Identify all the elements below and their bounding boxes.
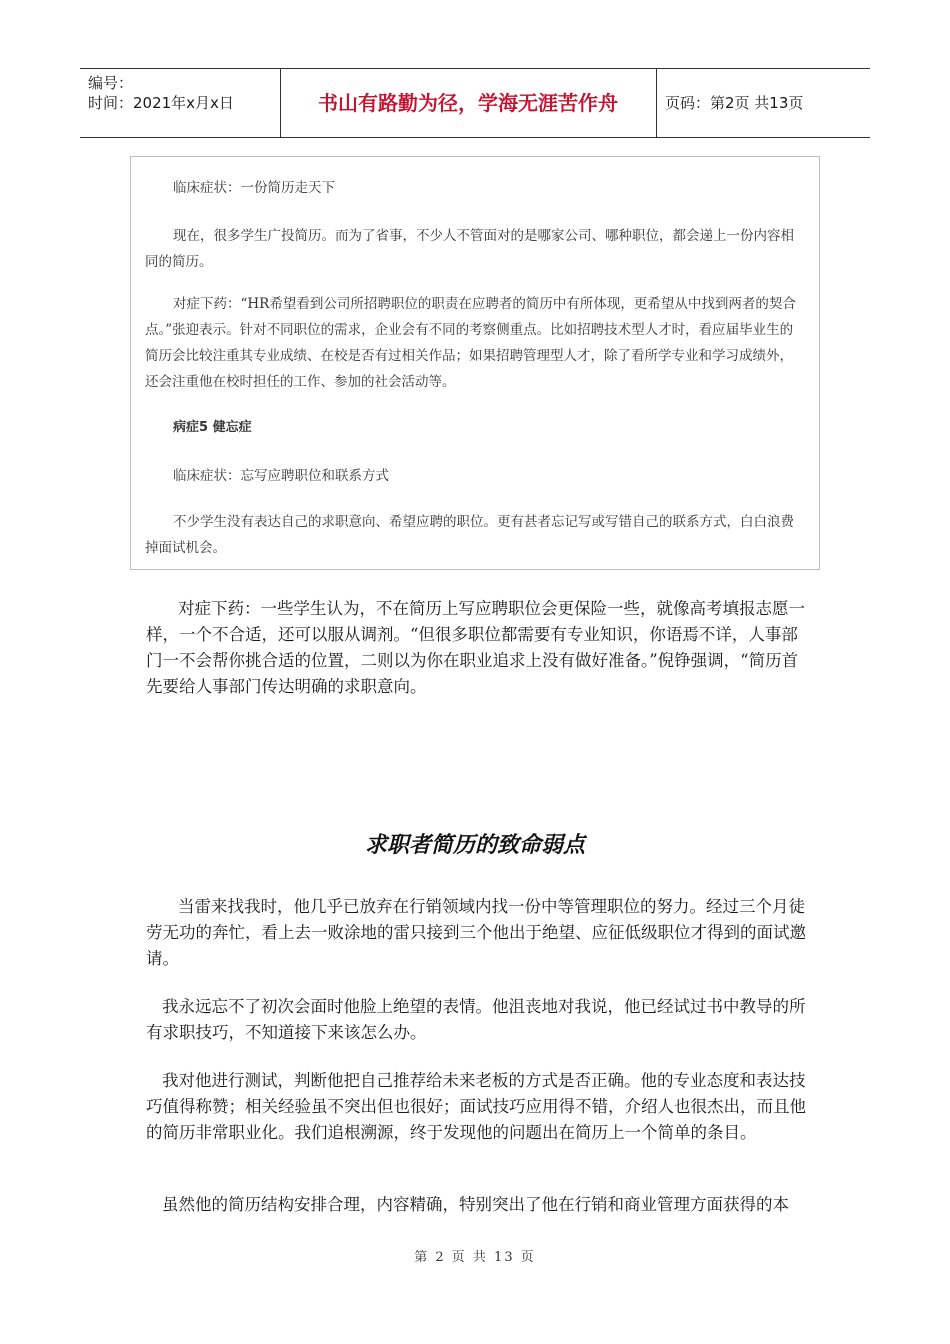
box-description: 不少学生没有表达自己的求职意向、希望应聘的职位。更有甚者忘记写或写错自己的联系方式，白白浪费掉面试机会。 <box>145 514 794 556</box>
quote-box <box>130 156 820 570</box>
number-label: 编号： <box>88 74 134 92</box>
box-symptom: 临床症状：一份简历走天下 <box>173 180 335 196</box>
header-table <box>80 68 870 138</box>
date-label: 时间：2021年x月x日 <box>88 94 234 112</box>
box-case-title: 病症5 健忘症 <box>173 420 252 435</box>
paragraph-1: 当雷来找我时，他几乎已放弃在行销领域内找一份中等管理职位的努力。经过三个月徒劳无功的奔忙，看上去一败涂地的雷只接到三个他出于绝望、应征低级职位才得到的面试邀请。 <box>146 897 806 968</box>
paragraph-3: 我对他进行测试，判断他把自己推荐给未来老板的方式是否正确。他的专业态度和表达技巧值得称赞；相关经验虽不突出但也很好；面试技巧应用得不错，介绍人也很杰出，而且他的简历非常职业化。我们追根溯源，终于发现他的问题出在简历上一个简单的条目。 <box>146 1071 806 1142</box>
paragraph-4: 虽然他的简历结构安排合理，内容精确，特别突出了他在行销和商业管理方面获得的本 <box>162 1195 789 1214</box>
remedy-paragraph: 对症下药：一些学生认为，不在简历上写应聘职位会更保险一些，就像高考填报志愿一样，一个不合适，还可以服从调剂。“但很多职位都需要有专业知识，你语焉不详，人事部门一不会帮你挑合适的位置，二则以为你在职业追求上没有做好准备。”倪铮强调，“简历首先要给人事部门传达明确的求职意向。 <box>146 599 805 696</box>
header-meta-cell <box>80 69 281 137</box>
box-symptom-2: 临床症状：忘写应聘职位和联系方式 <box>173 468 389 484</box>
box-now: 现在，很多学生广投简历。而为了省事，不少人不管面对的是哪家公司、哪种职位，都会递上一份内容相同的简历。 <box>145 228 794 270</box>
page-info: 页码：第2页 共13页 <box>665 94 804 112</box>
page-footer: 第 2 页 共 13 页 <box>414 1250 536 1265</box>
section-title: 求职者简历的致命弱点 <box>364 832 585 858</box>
paragraph-2: 我永远忘不了初次会面时他脸上绝望的表情。他沮丧地对我说，他已经试过书中教导的所有求职技巧，不知道接下来该怎么办。 <box>146 997 806 1042</box>
box-remedy: 对症下药：“HR希望看到公司所招聘职位的职责在应聘者的简历中有所体现，更希望从中找到两者的契合点。”张迎表示。针对不同职位的需求，企业会有不同的考察侧重点。比如招聘技术型人才时，看应届毕业生的简历会比较注重其专业成绩、在校是否有过相关作品；如果招聘管理型人才，除了看所学专业和学习成绩外，还会注重他在校时担任的工作、参加的社会活动等。 <box>145 296 796 390</box>
motto: 书山有路勤为径，学海无涯苦作舟 <box>280 69 657 137</box>
